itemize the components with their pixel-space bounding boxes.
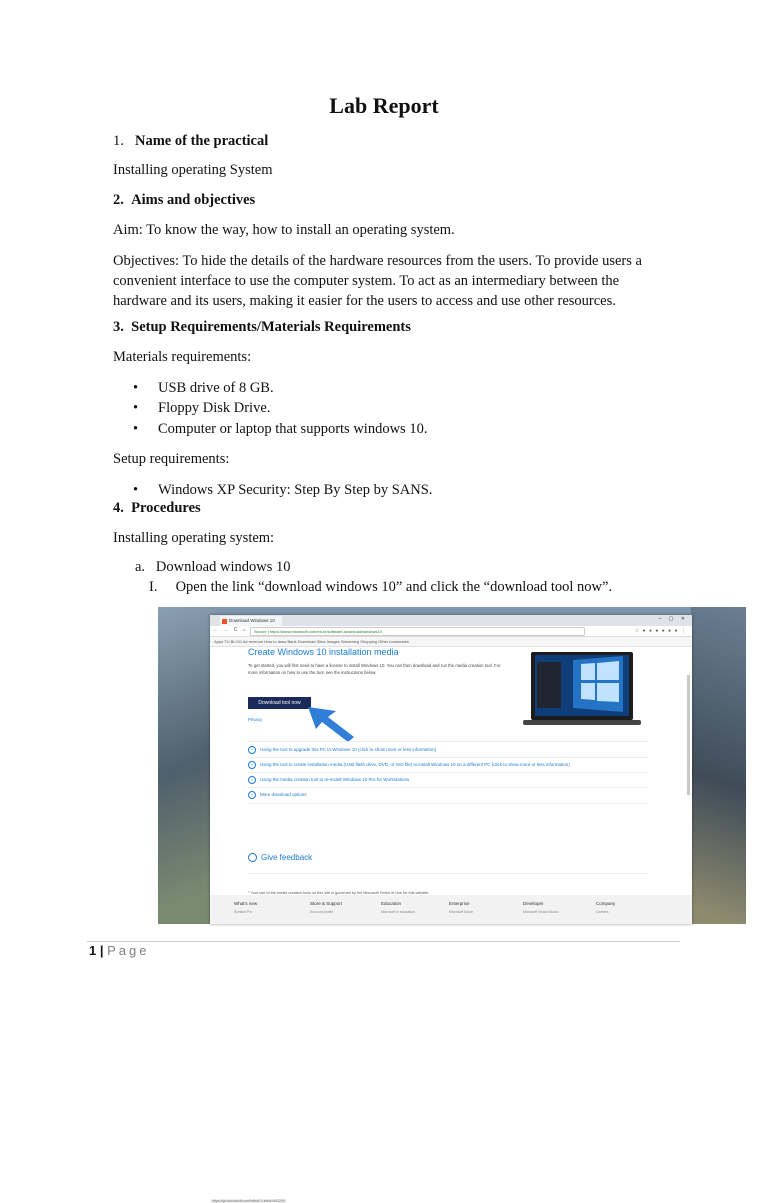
expand-icon: + <box>248 746 256 754</box>
expand-icon: + <box>248 761 256 769</box>
section-1-title: Name of the practical <box>135 133 269 149</box>
divider <box>248 787 648 788</box>
nav-arrows-icon: ← → C ⌂ <box>213 627 248 633</box>
step-a: a. Download windows 10 <box>135 559 291 575</box>
materials-label: Materials requirements: <box>113 349 252 365</box>
footer-column: What's new Surface Pro <box>234 901 258 914</box>
browser-tab: Download Windows 10 <box>220 616 282 626</box>
page-separator: | <box>96 943 108 958</box>
divider <box>248 772 648 773</box>
url-field: Secure | https://www.microsoft.com/en-in/software-download/windows10 <box>250 627 585 636</box>
footer-column: Education Microsoft in education <box>381 901 416 914</box>
page-number: 1 <box>89 943 97 958</box>
installing-label: Installing operating system: <box>113 530 275 546</box>
list-item: • USB drive of 8 GB. <box>133 380 274 396</box>
pointer-arrow-icon <box>306 705 356 743</box>
aim-text: Aim: To know the way, how to install an operating system. <box>113 222 455 238</box>
step-I: I. Open the link “download windows 10” and click the “download tool now”. <box>149 579 613 595</box>
list-item: • Floppy Disk Drive. <box>133 400 271 416</box>
divider <box>248 741 648 742</box>
window-controls-icon: – ▢ ✕ <box>658 616 688 622</box>
page-footer <box>89 943 149 958</box>
section-1-heading <box>113 133 268 150</box>
section-2-heading: 2. Aims and objectives <box>113 192 256 208</box>
divider <box>248 873 648 874</box>
address-bar <box>210 626 692 637</box>
browser-window <box>210 615 692 1203</box>
option-more-downloads: + More download options <box>248 791 307 799</box>
footer-divider <box>87 941 680 942</box>
extension-icons: ☆ ● ● ● ● ● ● ⋮ <box>634 628 687 634</box>
expand-icon: + <box>248 791 256 799</box>
content-heading: Create Windows 10 installation media <box>248 647 399 657</box>
divider <box>248 757 648 758</box>
footer-column: Enterprise Microsoft Azure <box>449 901 474 914</box>
download-tool-button: Download tool now <box>248 697 311 709</box>
privacy-link: Privacy <box>248 717 263 722</box>
windows-logo-icon <box>222 619 227 624</box>
scrollbar <box>687 675 690 795</box>
embedded-screenshot <box>158 607 746 1203</box>
page-word: Page <box>107 943 150 958</box>
site-footer <box>210 895 692 1203</box>
option-reinstall: + Using the media creation tool to re-install Windows 10 Pro for Workstations <box>248 776 409 784</box>
content-description: To get started, you will first need to have a license to install Windows 10. You can then download and run the media creation tool. For more information on how to use the tool, see the instructions below. <box>248 663 501 675</box>
expand-icon: + <box>248 776 256 784</box>
footer-column: Developer Microsoft Visual Studio <box>523 901 559 914</box>
list-item: • Computer or laptop that supports windows 10. <box>133 421 428 437</box>
footer-column: Company Careers <box>596 901 616 914</box>
option-create-media: + Using the tool to create installation media (USB flash drive, DVD, or ISO file) to install Windows 10 on a different PC (click to show more or less information) <box>248 761 570 769</box>
option-upgrade: + Using the tool to upgrade this PC to Windows 10 (click to show more or less information) <box>248 746 436 754</box>
practical-name: Installing operating System <box>113 162 273 178</box>
section-1-number: 1. <box>113 133 124 149</box>
divider <box>248 803 648 804</box>
laptop-image <box>523 652 641 732</box>
feedback-icon <box>248 853 257 862</box>
page-title: Lab Report <box>329 93 439 118</box>
give-feedback-link: Give feedback <box>248 853 312 862</box>
setup-label: Setup requirements: <box>113 451 230 467</box>
background-mountain-left <box>158 607 216 924</box>
section-3-heading: 3. Setup Requirements/Materials Requirements <box>113 319 411 335</box>
list-item: • Windows XP Security: Step By Step by SANS. <box>133 482 433 498</box>
section-4-heading: 4. Procedures <box>113 500 201 516</box>
bookmarks-bar: Apps TU BLOG Ad revenue How to draw Bank Download Sites Images Streaming Shopping Other bookmarks <box>210 637 692 647</box>
page-content <box>248 647 668 895</box>
status-url: https://go.microsoft.com/fwlink/?LinkId=691209 <box>212 1199 285 1203</box>
browser-tab-bar <box>210 615 692 626</box>
terms-note: * Your use of the media creation tools on this site is governed by the Microsoft Terms of Use for this website. <box>248 891 430 895</box>
background-mountain-right <box>691 607 746 924</box>
footer-column: Store & Support Account profile <box>310 901 343 914</box>
objectives-text: Objectives: To hide the details of the hardware resources from the users. To provide users a convenient interface to use the computer system. To act as an intermediary between the hardware and its users, making it easier for the users to access and use other resources. <box>113 253 642 309</box>
